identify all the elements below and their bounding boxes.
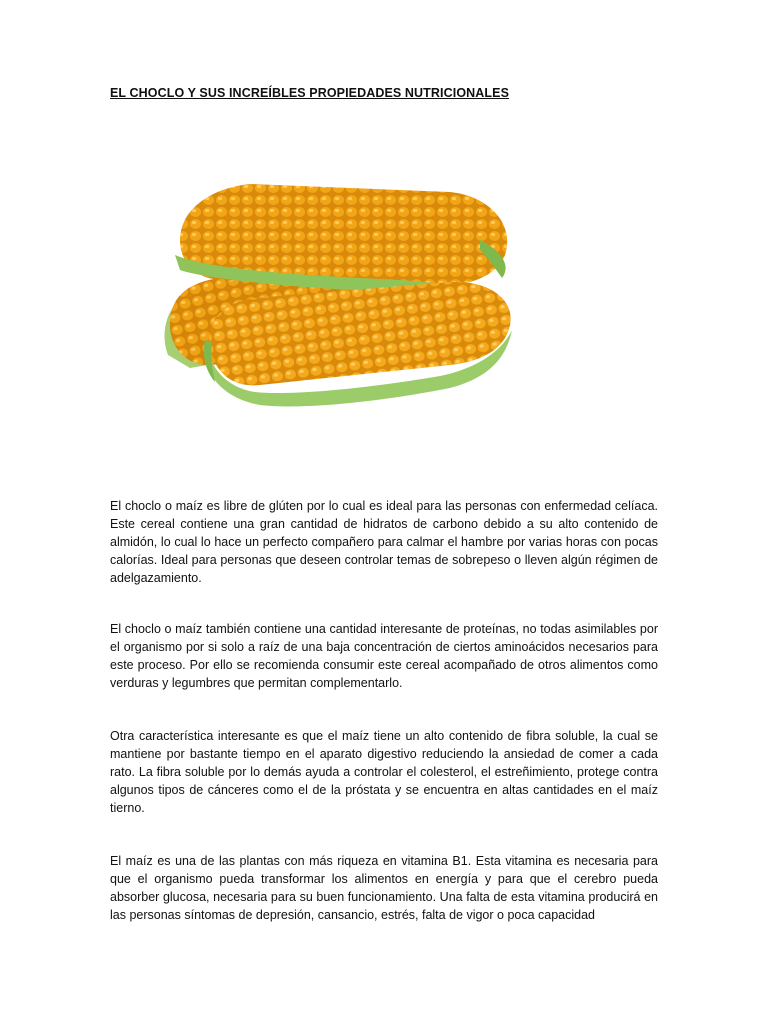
paragraph-vitamin-b1: El maíz es una de las plantas con más riqueza en vitamina B1. Esta vitamina es necesaria para que el organismo pueda transformar los alimentos en energía y para que el cerebro pueda absorber glucosa, necesaria para su buen funcionamiento. Una falta de esta vitamina producirá en las personas síntomas de depresión, cansancio, estrés, falta de vigor o poca capacidad [110, 854, 658, 922]
document-title: EL CHOCLO Y SUS INCREÍBLES PROPIEDADES NUTRICIONALES [110, 86, 510, 100]
paragraph-proteins: El choclo o maíz también contiene una cantidad interesante de proteínas, no todas asimilables por el organismo por si solo a raíz de una baja concentración de ciertos aminoácidos necesarios para este proceso. Por ello se recomienda consumir este cereal acompañado de otros alimentos como verduras y legumbres que permitan complementarlo. [110, 622, 658, 690]
paragraph-fiber: Otra característica interesante es que el maíz tiene un alto contenido de fibra soluble, la cual se mantiene por bastante tiempo en el aparato digestivo reduciendo la ansiedad de comer a cada rato. La fibra soluble por lo demás ayuda a controlar el colesterol, el estreñimiento, protege contra algunos tipos de cánceres como el de la próstata y se encuentra en altas cantidades en el maíz tierno. [110, 729, 658, 815]
paragraph-gluten: El choclo o maíz es libre de glúten por lo cual es ideal para las personas con enfermedad celíaca. Este cereal contiene una gran cantidad de hidratos de carbono debido a su alto contenido de almidón, lo cual lo hace un perfecto compañero para calmar el hambre por varias horas con pocas calorías. Ideal para personas que deseen controlar temas de sobrepeso o lleven algún régimen de adelgazamiento. [110, 499, 658, 585]
corn-cobs-illustration [150, 170, 530, 430]
